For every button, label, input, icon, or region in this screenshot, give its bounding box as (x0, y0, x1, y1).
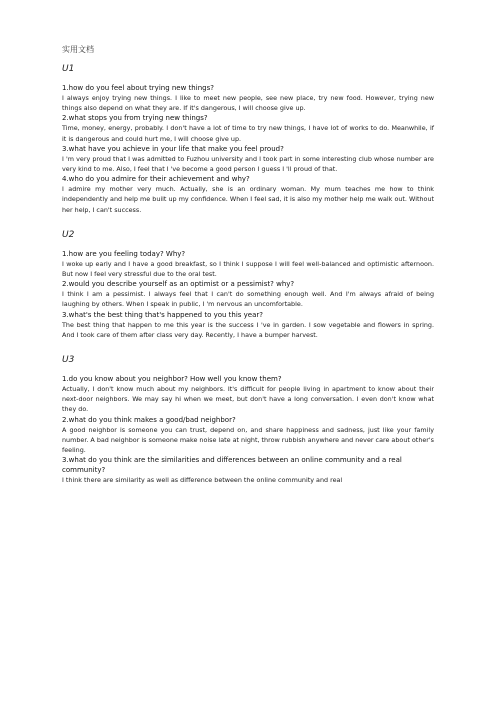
answer: I admire my mother very much. Actually, she is an ordinary woman. My mum teaches me how to think independently and help me built up my confidence. When I feel sad, it is also my mother help me walk out. Without her help, I can't success. (62, 185, 434, 214)
unit-section (62, 355, 434, 485)
answer: I always enjoy trying new things. I like to meet new people, see new place, try new food. However, trying new things also depend on what they are. If it's dangerous, I will choose give up. (62, 94, 434, 113)
question: 1.do you know about you neighbor? How well you know them? (62, 375, 282, 384)
unit-title: U2 (62, 229, 75, 240)
document-header: 实用文档 (62, 45, 94, 54)
unit-title: U1 (62, 64, 75, 74)
unit-title: U3 (62, 355, 75, 366)
question: 3.what's the best thing that's happened to you this year? (62, 310, 263, 319)
question: 4.who do you admire for their achievement and why? (62, 175, 250, 184)
units-container (62, 64, 434, 485)
answer: I woke up early and I have a good breakfast, so I think I suppose I will feel well-balanced and optimistic afternoon. But now I feel very stressful due to the oral test. (62, 259, 434, 279)
question: 2.would you describe yourself as an optimist or a pessimist? why? (62, 280, 295, 289)
answer: I think I am a pessimist. I always feel that I can't do something enough well. And I'm always afraid of being laughing by others. When I speak in public, I 'm nervous an uncomfortable. (62, 290, 434, 309)
unit-section (62, 64, 434, 215)
answer: Time, money, energy, probably. I don't have a lot of time to try new things, I have lot of works to do. Meanwhile, if it is dangerous and could hurt me, I will choose give up. (62, 124, 434, 143)
question: 2.what stops you from trying new things? (62, 114, 208, 123)
document-page (62, 44, 434, 500)
answer: I think there are similarity as well as difference between the online community and real (62, 476, 343, 485)
question: 1.how are you feeling today? Why? (62, 249, 186, 258)
question: 3.what do you think are the similarities and differences between an online community and a real community? (62, 456, 402, 475)
answer: Actually, I don't know much about my neighbors. It's difficult for people living in apartment to know about their next-door neighbors. We may say hi when we meet, but don't have a long conversation. I even don't know what they do. (62, 385, 434, 414)
answer: I 'm very proud that I was admitted to Fuzhou university and I took part in some interesting club whose number are very kind to me. Also, I feel that I 've become a good person I guess I 'll proud of that. (62, 154, 434, 174)
question: 2.what do you think makes a good/bad neighbor? (62, 415, 236, 424)
unit-section (62, 230, 434, 340)
question: 1.how do you feel about trying new things? (62, 84, 214, 92)
answer: A good neighbor is someone you can trust, depend on, and share happiness and sadness, just like your family number. A bad neighbor is someone make noise late at night, throw rubbish anywhere and never care about other's feeling. (62, 425, 435, 455)
question: 3.what have you achieve in your life that make you feel proud? (62, 144, 284, 153)
answer: The best thing that happen to me this year is the success I 've in garden. I sow vegetable and flowers in spring. And I took care of them after class very day. Recently, I have a bumper harvest. (62, 320, 434, 339)
